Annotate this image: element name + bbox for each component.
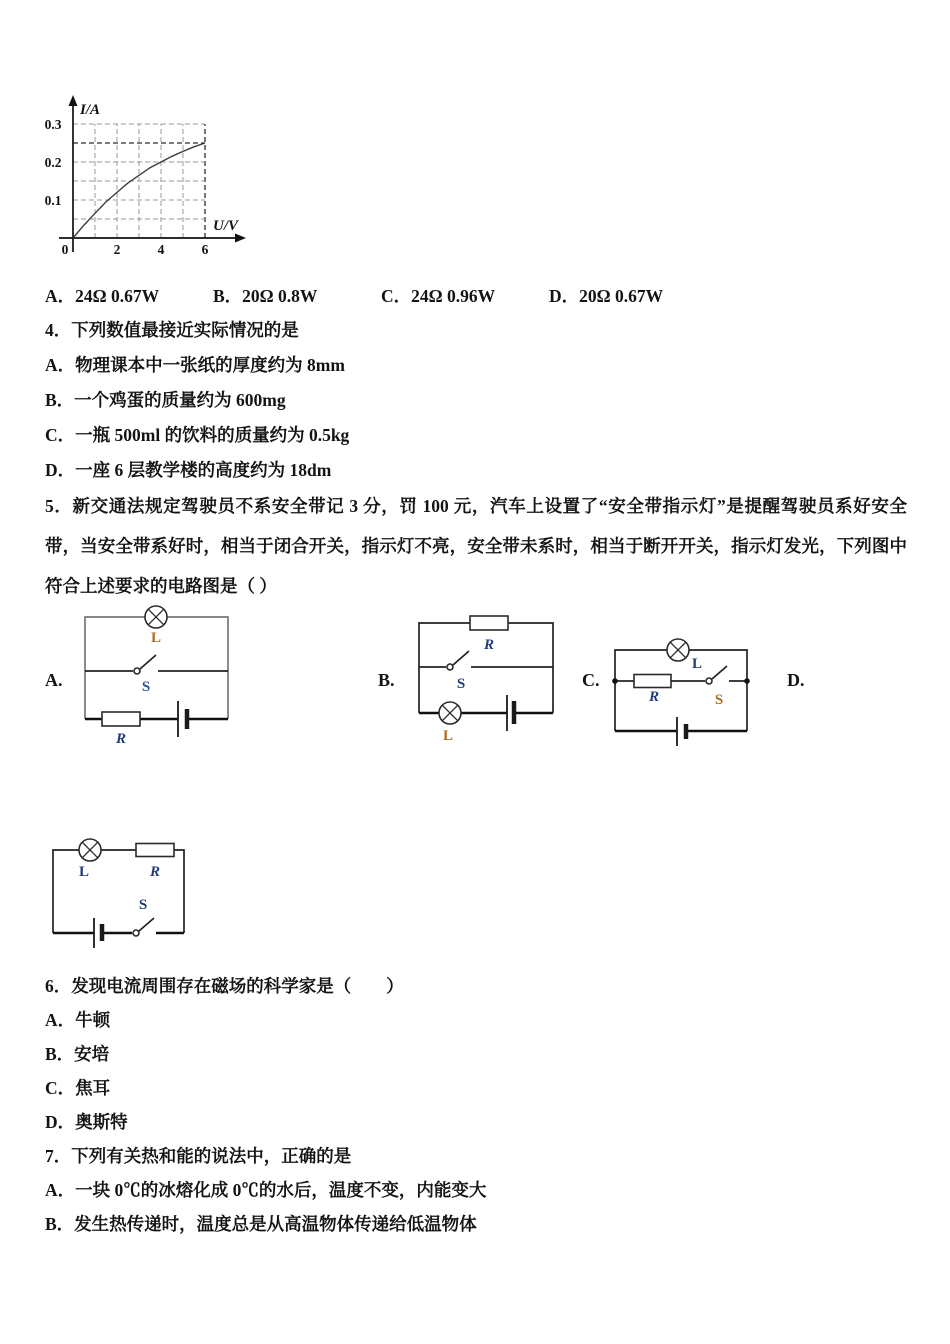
- y-tick-label: 0.1: [44, 193, 62, 208]
- iv-graph-svg: [38, 90, 250, 260]
- question-5-text: 5．新交通法规定驾驶员不系安全带记 3 分，罚 100 元，汽车上设置了“安全带指示灯”是提醒驾驶员系好安全带，当安全带系好时，相当于闭合开关，指示灯不亮，安全带未系时，相当于断开开关，指示灯发光，下列图中符合上述要求的电路图是（ ）: [45, 496, 907, 596]
- switch-label: S: [714, 692, 724, 708]
- circuit-option-d-label: D.: [787, 670, 805, 690]
- lamp-label: L: [691, 656, 703, 672]
- circuit-c-svg: [610, 633, 752, 751]
- y-tick-label: 0.2: [44, 155, 62, 170]
- question-4-option-c: C．一瓶 500ml 的饮料的质量约为 0.5kg: [45, 425, 350, 445]
- junction-dot: [612, 678, 618, 684]
- q3-option-a: A．24Ω 0.67W: [45, 286, 160, 306]
- x-tick-label: 4: [157, 242, 165, 257]
- y-axis-label: I/A: [80, 102, 101, 118]
- question-6-option-a: A．牛顿: [45, 1010, 111, 1030]
- circuit-d-svg: [46, 838, 191, 953]
- battery-icon: [677, 717, 686, 746]
- switch-icon: [706, 666, 727, 684]
- lamp-label: L: [150, 630, 162, 646]
- x-axis-arrow: [235, 234, 246, 243]
- resistor-icon: [634, 675, 671, 688]
- iv-graph: [38, 90, 250, 265]
- question-6-option-c: C．焦耳: [45, 1078, 111, 1098]
- question-7-option-a: A．一块 0℃的冰熔化成 0℃的水后，温度不变，内能变大: [45, 1180, 487, 1200]
- resistor-label: R: [483, 637, 495, 653]
- q3-option-c: C．24Ω 0.96W: [381, 286, 496, 306]
- switch-icon: [133, 918, 154, 936]
- junction-dot: [744, 678, 750, 684]
- circuit-option-a-label: A.: [45, 670, 63, 690]
- circuit-b-svg: [413, 608, 558, 748]
- resistor-label: R: [149, 864, 161, 880]
- resistor-label: R: [115, 731, 127, 747]
- resistor-label: R: [648, 689, 660, 705]
- q3-option-d: D．20Ω 0.67W: [549, 286, 664, 306]
- question-6: [45, 969, 404, 1139]
- x-tick-label: 0: [61, 242, 69, 257]
- circuit-diagram-a: [80, 605, 235, 755]
- battery-icon: [94, 918, 102, 948]
- resistor-icon: [102, 712, 140, 726]
- q3-options-row: [45, 283, 925, 307]
- wire: [615, 650, 747, 731]
- question-6-option-d: D．奥斯特: [45, 1112, 128, 1132]
- question-6-option-b: B．安培: [45, 1044, 110, 1064]
- switch-label: S: [141, 679, 151, 695]
- question-4-option-d: D．一座 6 层教学楼的高度约为 18dm: [45, 460, 332, 480]
- circuit-option-c-label: C.: [582, 670, 600, 690]
- question-6-text: 6．发现电流周围存在磁场的科学家是（ ）: [45, 976, 404, 996]
- switch-icon: [134, 655, 156, 674]
- q3-option-b: B．20Ω 0.8W: [213, 286, 318, 306]
- circuit-diagram-b: [413, 608, 558, 753]
- wire: [53, 850, 184, 933]
- lamp-icon: [145, 606, 167, 628]
- lamp-label: L: [442, 728, 454, 744]
- question-4-option-a: A．物理课本中一张纸的厚度约为 8mm: [45, 355, 345, 375]
- lamp-label: L: [78, 864, 90, 880]
- resistor-icon: [470, 616, 508, 630]
- switch-icon: [447, 651, 469, 670]
- question-5: [45, 486, 907, 606]
- question-7-text: 7．下列有关热和能的说法中，正确的是: [45, 1146, 352, 1166]
- circuit-a-svg: [80, 605, 235, 750]
- lamp-icon: [79, 839, 101, 861]
- question-4: [45, 313, 349, 488]
- question-4-option-b: B．一个鸡蛋的质量约为 600mg: [45, 390, 286, 410]
- x-axis-label: U/V: [213, 218, 239, 234]
- y-tick-label: 0.3: [44, 117, 62, 132]
- question-4-text: 4．下列数值最接近实际情况的是: [45, 320, 299, 340]
- switch-label: S: [456, 676, 466, 692]
- circuit-option-b-label: B.: [378, 670, 395, 690]
- lamp-icon: [667, 639, 689, 661]
- battery-icon: [507, 695, 514, 731]
- x-tick-label: 6: [201, 242, 209, 257]
- circuit-diagram-d: [46, 838, 191, 958]
- switch-label: S: [138, 897, 148, 913]
- question-7-option-b: B．发生热传递时，温度总是从高温物体传递给低温物体: [45, 1214, 477, 1234]
- resistor-icon: [136, 844, 174, 857]
- battery-icon: [178, 701, 187, 737]
- question-7: [45, 1139, 486, 1241]
- circuit-diagram-c: [610, 633, 752, 756]
- lamp-icon: [439, 702, 461, 724]
- y-axis-arrow: [69, 95, 78, 106]
- x-tick-label: 2: [113, 242, 121, 257]
